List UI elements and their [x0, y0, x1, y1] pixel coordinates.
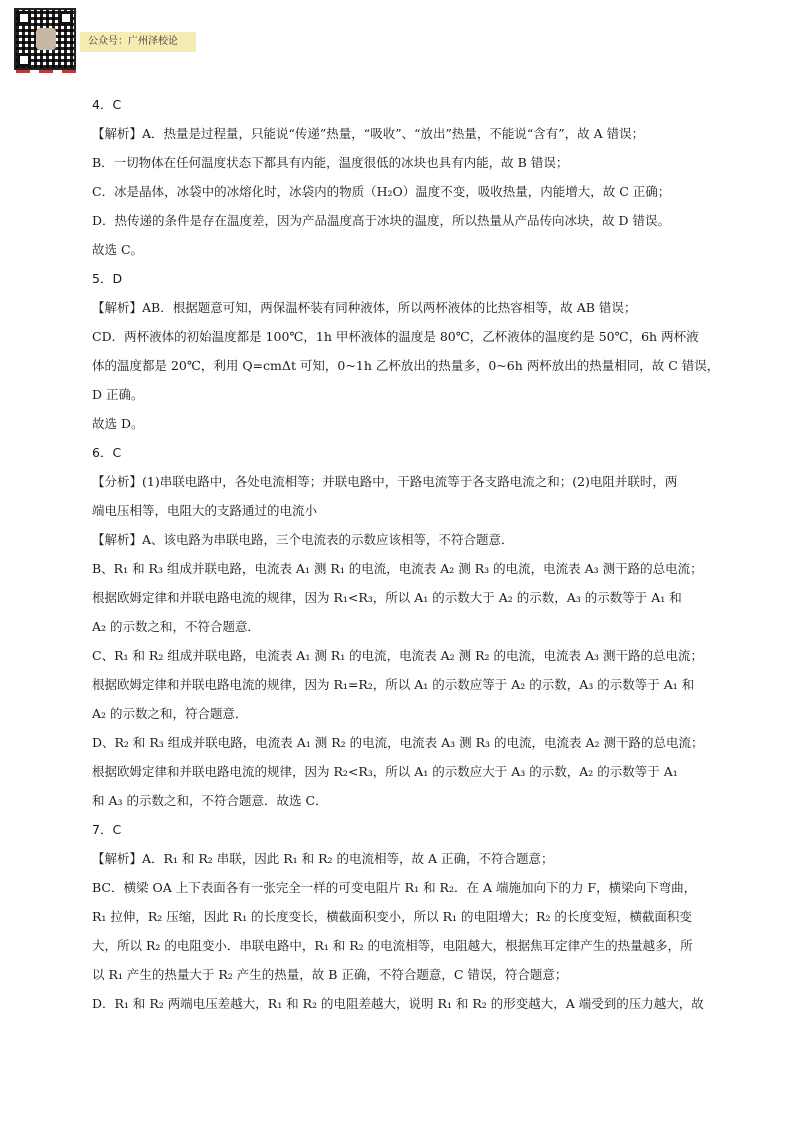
text-line: 以 R₁ 产生的热量大于 R₂ 产生的热量，故 B 正确，不符合题意，C 错误，符合题意；	[92, 967, 568, 982]
account-banner: 公众号：广州泽校论	[80, 32, 196, 52]
text-line: BC．横梁 OA 上下表面各有一张完全一样的可变电阻片 R₁ 和 R₂．在 A 端施加向下的力 F，横梁向下弯曲，	[92, 880, 697, 895]
text-line: C．冰是晶体，冰袋中的冰熔化时，冰袋内的物质（H₂O）温度不变，吸收热量，内能增大，故 C 正确；	[92, 184, 671, 199]
text-line: A₂ 的示数之和，不符合题意．	[92, 619, 261, 634]
text-line: D．热传递的条件是存在温度差，因为产品温度高于冰块的温度，所以热量从产品传向冰块，故 D 错误。	[92, 213, 670, 228]
text-line: CD．两杯液体的初始温度都是 100℃，1h 甲杯液体的温度是 80℃，乙杯液体的温度约是 50℃，6h 两杯液	[92, 329, 699, 344]
document-body	[92, 96, 720, 1024]
text-line: B．一切物体在任何温度状态下都具有内能，温度很低的冰块也具有内能，故 B 错误；	[92, 155, 569, 170]
text-line: B、R₁ 和 R₃ 组成并联电路，电流表 A₁ 测 R₁ 的电流，电流表 A₂ 测 R₃ 的电流，电流表 A₃ 测干路的总电流；	[92, 561, 703, 576]
text-line: 根据欧姆定律和并联电路电流的规律，因为 R₁<R₃，所以 A₁ 的示数大于 A₂ 的示数，A₃ 的示数等于 A₁ 和	[92, 590, 682, 605]
text-line: 根据欧姆定律和并联电路电流的规律，因为 R₂<R₃，所以 A₁ 的示数应大于 A₃ 的示数，A₂ 的示数等于 A₁	[92, 764, 678, 779]
text-line: 大，所以 R₂ 的电阻变小．串联电路中，R₁ 和 R₂ 的电流相等，电阻越大，根据焦耳定律产生的热量越多，所	[92, 938, 693, 953]
text-line: 故选 C。	[92, 242, 144, 257]
text-line: D．R₁ 和 R₂ 两端电压差越大，R₁ 和 R₂ 的电阻差越大，说明 R₁ 和 R₂ 的形变越大，A 端受到的压力越大，故	[92, 996, 704, 1011]
text-line: D、R₂ 和 R₃ 组成并联电路，电流表 A₁ 测 R₂ 的电流，电流表 A₃ 测 R₃ 的电流，电流表 A₂ 测干路的总电流；	[92, 735, 704, 750]
text-line: 【解析】A．R₁ 和 R₂ 串联，因此 R₁ 和 R₂ 的电流相等，故 A 正确，不符合题意；	[92, 851, 554, 866]
answer-heading: 5．D	[92, 271, 123, 286]
text-line: C、R₁ 和 R₂ 组成并联电路，电流表 A₁ 测 R₁ 的电流，电流表 A₂ 测 R₂ 的电流，电流表 A₃ 测干路的总电流；	[92, 648, 704, 663]
text-line: R₁ 拉伸，R₂ 压缩，因此 R₁ 的长度变长，横截面积变小，所以 R₁ 的电阻增大；R₂ 的长度变短，横截面积变	[92, 909, 692, 924]
qr-code-image	[14, 8, 76, 70]
text-line: 【解析】A、该电路为串联电路，三个电流表的示数应该相等，不符合题意．	[92, 532, 514, 547]
text-line: 端电压相等，电阻大的支路通过的电流小	[92, 503, 318, 518]
text-line: D 正确。	[92, 387, 144, 402]
text-line: 故选 D。	[92, 416, 144, 431]
text-line: 和 A₃ 的示数之和，不符合题意．故选 C．	[92, 793, 328, 808]
text-line: 【分析】(1)串联电路中，各处电流相等；并联电路中，干路电流等于各支路电流之和；(2)电阻并联时，两	[92, 474, 678, 489]
text-line: 根据欧姆定律和并联电路电流的规律，因为 R₁=R₂，所以 A₁ 的示数应等于 A₂ 的示数，A₃ 的示数等于 A₁ 和	[92, 677, 695, 692]
text-line: 【解析】AB．根据题意可知，两保温杯装有同种液体，所以两杯液体的比热容相等，故 AB 错误；	[92, 300, 637, 315]
text-line: A₂ 的示数之和，符合题意．	[92, 706, 248, 721]
qr-tags	[16, 70, 76, 74]
answer-heading: 7．C	[92, 822, 122, 837]
text-line: 体的温度都是 20℃，利用 Q=cmΔt 可知，0~1h 乙杯放出的热量多，0~6h 两杯放出的热量相同，故 C 错误，	[92, 358, 720, 373]
text-line: 【解析】A．热量是过程量，只能说“传递”热量，“吸收”、“放出”热量，不能说“含有”，故 A 错误；	[92, 126, 645, 141]
answer-heading: 6．C	[92, 445, 122, 460]
answer-heading: 4．C	[92, 97, 122, 112]
avatar	[36, 28, 56, 50]
